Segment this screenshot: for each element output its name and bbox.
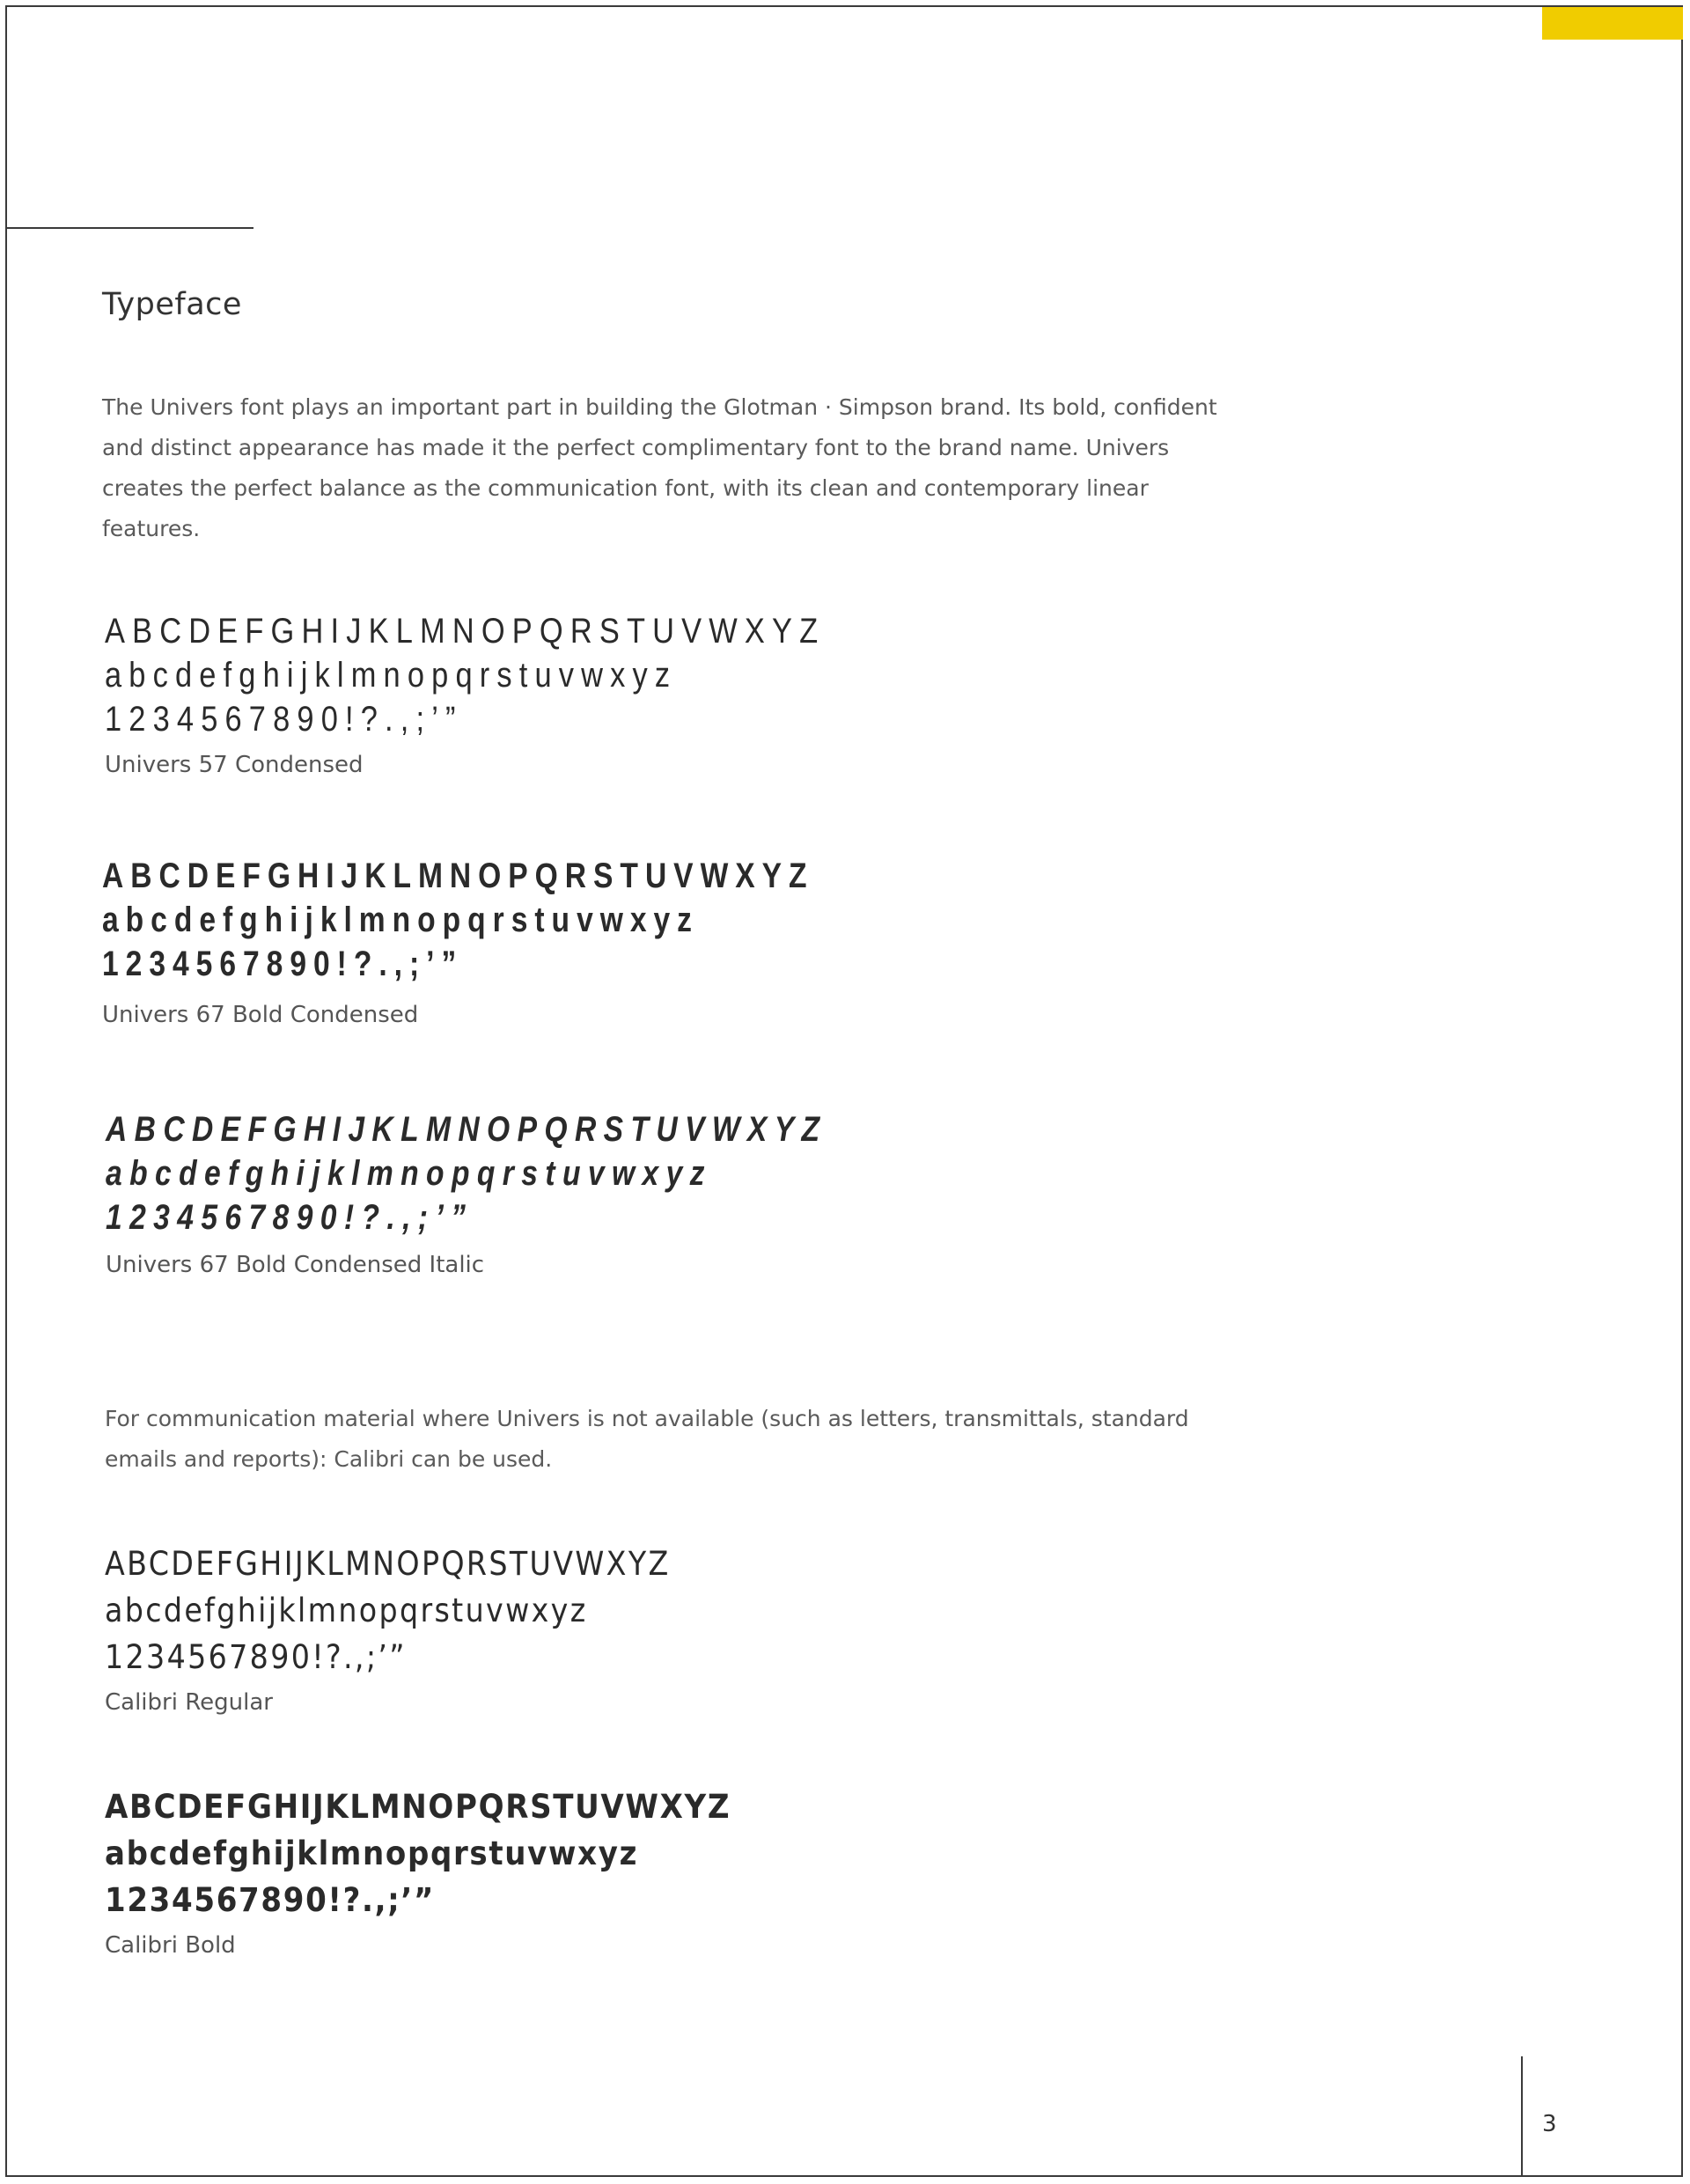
- footer-rule: [1521, 2056, 1523, 2177]
- specimen-uppercase: ABCDEFGHIJKLMNOPQRSTUVWXYZ: [105, 612, 826, 651]
- specimen-lowercase: abcdefghijklmnopqrstuvwxyz: [102, 901, 699, 939]
- specimen-uppercase: ABCDEFGHIJKLMNOPQRSTUVWXYZ: [105, 1788, 731, 1826]
- specimen-univers-67-bold-condensed: [102, 854, 950, 1028]
- specimen-uppercase: ABCDEFGHIJKLMNOPQRSTUVWXYZ: [102, 857, 814, 895]
- specimen-univers-67-bold-condensed-italic: [106, 1107, 965, 1278]
- page-number: 3: [1542, 2111, 1557, 2137]
- specimen-univers-57-condensed: [105, 609, 943, 778]
- page-title: Typeface: [102, 287, 242, 322]
- specimen-label: Univers 57 Condensed: [105, 752, 364, 778]
- specimen-label: Univers 67 Bold Condensed: [102, 1002, 419, 1028]
- accent-tab: [1542, 7, 1683, 40]
- intro-paragraph: The Univers font plays an important part in building the Glotman · Simpson brand. Its bold, confident and distinct appearance has made it the perfect complimentary font to the brand name. Univers creates the perfect balance as the communication font, with its clean and contemporary linear features.: [102, 394, 1217, 541]
- specimen-label: Univers 67 Bold Condensed Italic: [106, 1252, 485, 1278]
- specimen-numerals: 1234567890!?.,;’”: [105, 1638, 407, 1676]
- specimen-label: Calibri Bold: [105, 1932, 236, 1959]
- specimen-lowercase: abcdefghijklmnopqrstuvwxyz: [105, 1835, 639, 1872]
- specimen-numerals: 1234567890!?.,;’”: [105, 1881, 436, 1919]
- specimen-calibri-bold: [105, 1783, 785, 1959]
- specimen-numerals: 1234567890!?.,;’”: [105, 700, 463, 739]
- specimen-uppercase: ABCDEFGHIJKLMNOPQRSTUVWXYZ: [106, 1110, 827, 1149]
- header-rule: [7, 227, 254, 229]
- specimen-numerals: 1234567890!?.,;’”: [106, 1198, 474, 1237]
- alternative-font-paragraph: For communication material where Univers is not available (such as letters, transmittals, standard emails and reports): Calibri can be used.: [105, 1406, 1189, 1472]
- specimen-label: Calibri Regular: [105, 1689, 273, 1716]
- specimen-numerals: 1234567890!?.,;’”: [102, 945, 464, 983]
- specimen-lowercase: abcdefghijklmnopqrstuvwxyz: [106, 1154, 712, 1193]
- specimen-calibri-regular: [105, 1541, 733, 1716]
- specimen-lowercase: abcdefghijklmnopqrstuvwxyz: [105, 1592, 588, 1629]
- specimen-uppercase: ABCDEFGHIJKLMNOPQRSTUVWXYZ: [105, 1545, 671, 1583]
- specimen-lowercase: abcdefghijklmnopqrstuvwxyz: [105, 656, 678, 695]
